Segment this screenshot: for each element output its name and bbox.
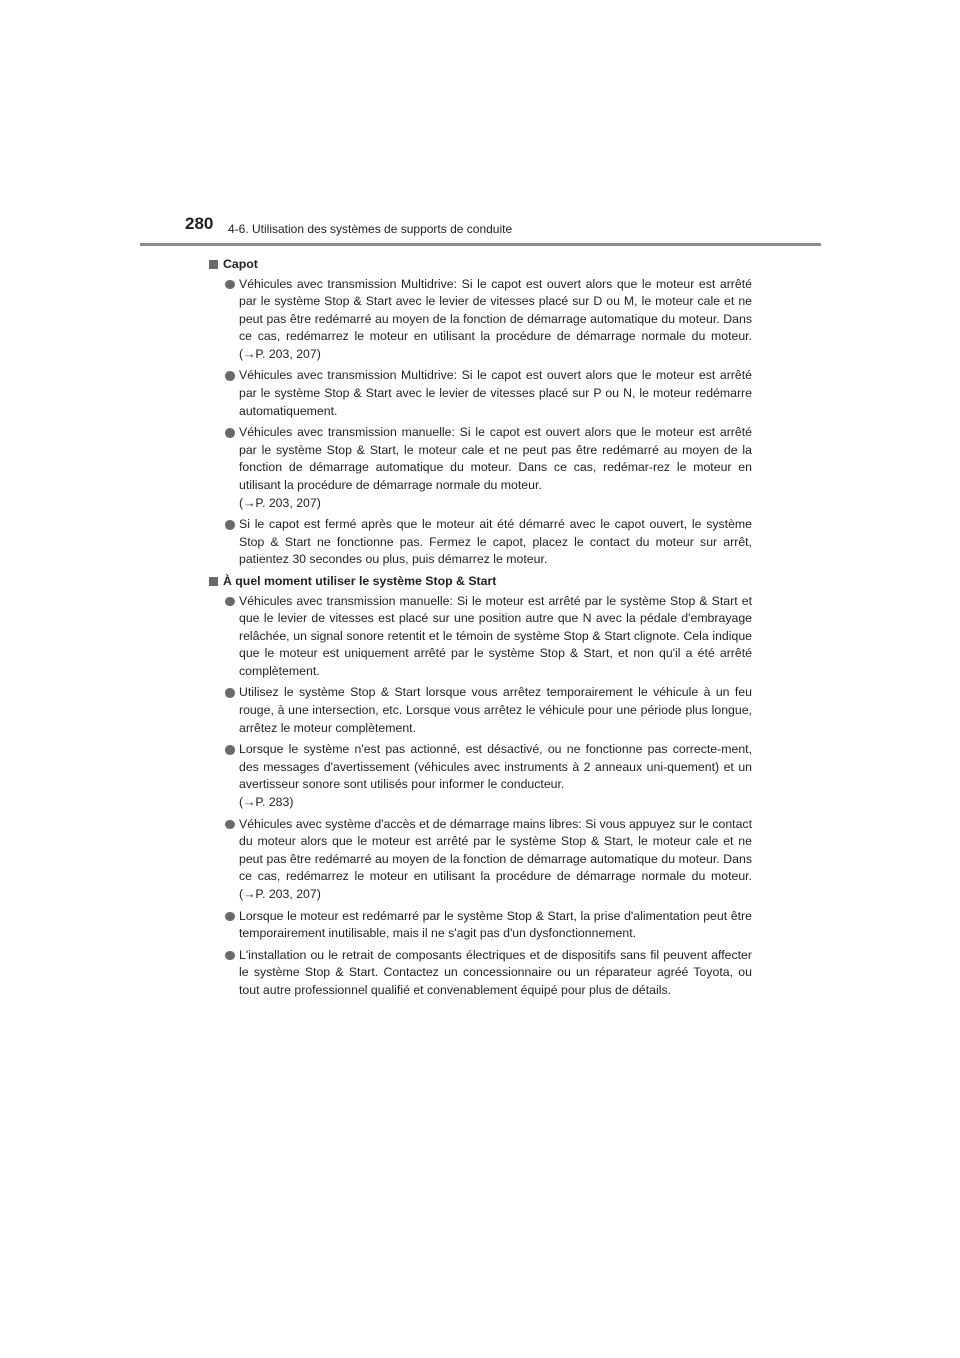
circle-bullet-icon: [225, 520, 235, 530]
square-bullet-icon: [209, 577, 218, 586]
header-divider: [140, 243, 821, 246]
list-item-text: Véhicules avec transmission manuelle: Si le capot est ouvert alors que le moteur est arrêté par le système Stop & Start, le moteur cale et ne peut pas être redémarré au moyen de la fonction de démarrage automatique du moteur. Dans ce cas, redémar-rez le moteur en utilisant la procédure de démarrage normale du moteur. (→P. 203, 207): [239, 425, 752, 510]
section-stop-start: [209, 573, 752, 1000]
list-item: [209, 947, 752, 1000]
page-number: 280: [185, 214, 214, 233]
section-capot: [209, 256, 752, 569]
section-heading-text: À quel moment utiliser le système Stop & Start: [223, 574, 497, 588]
section-heading-text: Capot: [223, 257, 258, 271]
list-item-text: L'installation ou le retrait de composants électriques et de dispositifs sans fil peuvent affecter le système Stop & Start. Contactez un concessionnaire ou un réparateur agréé Toyota, ou tout autre professionnel qualifié et convenablement équipé pour plus de détails.: [239, 947, 752, 997]
circle-bullet-icon: [225, 745, 235, 755]
main-content: [209, 256, 752, 1004]
list-item-text: Véhicules avec transmission Multidrive: Si le capot est ouvert alors que le moteur est arrêté par le système Stop & Start avec le levier de vitesses placé sur D ou M, le moteur cale et ne peut pas être redémarré au moyen de la fonction de démarrage automatique du moteur. Dans ce cas, redémarrez le moteur en utilisant la procédure de démarrage normale du moteur. (→P. 203, 207): [239, 276, 752, 361]
list-item: [209, 908, 752, 943]
list-item-text: Si le capot est fermé après que le moteur ait été démarré avec le capot ouvert, le système Stop & Start ne fonctionne pas. Fermez le capot, placez le contact du moteur sur arrêt, patientez 30 secondes ou plus, puis démarrez le moteur.: [239, 517, 752, 567]
section-title: 4-6. Utilisation des systèmes de supports de conduite: [228, 222, 513, 236]
list-item: [209, 684, 752, 737]
list-item-text: Lorsque le moteur est redémarré par le système Stop & Start, la prise d'alimentation peut être temporairement inutilisable, mais il ne s'agit pas d'un dysfonctionnement.: [239, 908, 752, 941]
section-heading: [209, 573, 752, 591]
list-item-text: Lorsque le système n'est pas actionné, est désactivé, ou ne fonctionne pas correcte-ment, des messages d'avertissement (véhicules avec instruments à 2 anneaux uni-quement) et un avertisseur sonore sont utilisés pour informer le conducteur. (→P. 283): [239, 742, 752, 810]
circle-bullet-icon: [225, 428, 235, 438]
circle-bullet-icon: [225, 371, 235, 381]
section-heading: [209, 256, 752, 274]
list-item-text: Utilisez le système Stop & Start lorsque vous arrêtez temporairement le véhicule à un feu rouge, à une intersection, etc. Lorsque vous arrêtez le véhicule pour une période plus longue, arrêtez le moteur complètement.: [239, 685, 752, 735]
list-item-text: Véhicules avec système d'accès et de démarrage mains libres: Si vous appuyez sur le contact du moteur alors que le moteur est arrêté par le système Stop & Start, le moteur cale et ne peut pas être redémarré au moyen de la fonction de démarrage automatique du moteur. Dans ce cas, redémarrez le moteur en utilisant la procédure de démarrage normale du moteur. (→P. 203, 207): [239, 816, 752, 901]
list-item: [209, 593, 752, 681]
list-item: [209, 424, 752, 512]
list-item: [209, 367, 752, 420]
list-item: [209, 816, 752, 904]
list-item: [209, 741, 752, 811]
circle-bullet-icon: [225, 688, 235, 698]
list-item: [209, 276, 752, 364]
list-item: [209, 516, 752, 569]
list-item-text: Véhicules avec transmission Multidrive: Si le capot est ouvert alors que le moteur est arrêté par le système Stop & Start avec le levier de vitesses placé sur P ou N, le moteur redémarre automatiquement.: [239, 368, 752, 418]
circle-bullet-icon: [225, 912, 235, 922]
circle-bullet-icon: [225, 280, 235, 290]
circle-bullet-icon: [225, 597, 235, 607]
circle-bullet-icon: [225, 951, 235, 961]
list-item-text: Véhicules avec transmission manuelle: Si le moteur est arrêté par le système Stop & Start et que le levier de vitesses est placé sur une position autre que N avec la pédale d'embrayage relâchée, un signal sonore retentit et le témoin de système Stop & Start clignote. Cela indique que le moteur est uniquement arrêté par le système Stop & Start, et non qu'il a été arrêté complètement.: [239, 593, 752, 678]
square-bullet-icon: [209, 260, 218, 269]
circle-bullet-icon: [225, 820, 235, 830]
